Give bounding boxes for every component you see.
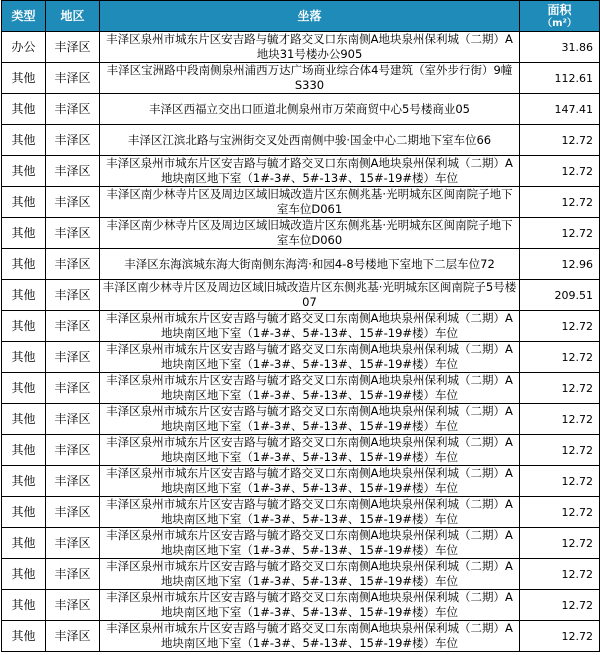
cell-area: 112.61 xyxy=(520,63,600,94)
table-row xyxy=(2,342,600,373)
cell-location: 丰泽区泉州市城东片区安吉路与毓才路交叉口东南侧A地块泉州保利城（二期）A地块南区地下室（1#-3#、5#-13#、15#-19#楼）车位 xyxy=(100,559,520,590)
cell-type: 其他 xyxy=(2,125,46,156)
cell-location: 丰泽区泉州市城东片区安吉路与毓才路交叉口东南侧A地块泉州保利城（二期）A地块31号楼办公905 xyxy=(100,32,520,63)
cell-district: 丰泽区 xyxy=(46,311,100,342)
cell-type: 其他 xyxy=(2,187,46,218)
cell-location: 丰泽区南少林寺片区及周边区域旧城改造片区东侧兆基·光明城东区闽南院子地下室车位D060 xyxy=(100,218,520,249)
cell-area: 12.72 xyxy=(520,466,600,497)
cell-location: 丰泽区南少林寺片区及周边区域旧城改造片区东侧兆基·光明城东区闽南院子5号楼07 xyxy=(100,280,520,311)
cell-location: 丰泽区泉州市城东片区安吉路与毓才路交叉口东南侧A地块泉州保利城（二期）A地块南区地下室（1#-3#、5#-13#、15#-19#楼）车位 xyxy=(100,621,520,652)
cell-area: 12.72 xyxy=(520,156,600,187)
cell-type: 其他 xyxy=(2,559,46,590)
table-row xyxy=(2,497,600,528)
cell-area: 12.72 xyxy=(520,559,600,590)
cell-area: 31.86 xyxy=(520,32,600,63)
table-row xyxy=(2,218,600,249)
table-row xyxy=(2,466,600,497)
table-row xyxy=(2,559,600,590)
cell-district: 丰泽区 xyxy=(46,125,100,156)
table-body xyxy=(2,32,600,652)
cell-type: 其他 xyxy=(2,311,46,342)
cell-type: 其他 xyxy=(2,435,46,466)
table-row xyxy=(2,404,600,435)
cell-district: 丰泽区 xyxy=(46,156,100,187)
table-row xyxy=(2,621,600,652)
table-row xyxy=(2,125,600,156)
cell-area: 12.72 xyxy=(520,342,600,373)
cell-district: 丰泽区 xyxy=(46,249,100,280)
cell-type: 其他 xyxy=(2,621,46,652)
cell-area: 12.72 xyxy=(520,373,600,404)
header-area-label: 面积 xyxy=(547,3,572,17)
cell-type: 其他 xyxy=(2,218,46,249)
header-area xyxy=(520,1,600,32)
cell-district: 丰泽区 xyxy=(46,342,100,373)
cell-location: 丰泽区泉州市城东片区安吉路与毓才路交叉口东南侧A地块泉州保利城（二期）A地块南区地下室（1#-3#、5#-13#、15#-19#楼）车位 xyxy=(100,404,520,435)
cell-type: 其他 xyxy=(2,156,46,187)
table-row xyxy=(2,249,600,280)
cell-type: 其他 xyxy=(2,466,46,497)
cell-type: 其他 xyxy=(2,497,46,528)
cell-type: 其他 xyxy=(2,249,46,280)
cell-area: 12.72 xyxy=(520,528,600,559)
header-district: 地区 xyxy=(46,1,100,32)
cell-area: 12.72 xyxy=(520,125,600,156)
cell-location: 丰泽区泉州市城东片区安吉路与毓才路交叉口东南侧A地块泉州保利城（二期）A地块南区地下室（1#-3#、5#-13#、15#-19#楼）车位 xyxy=(100,156,520,187)
header-type: 类型 xyxy=(2,1,46,32)
cell-district: 丰泽区 xyxy=(46,32,100,63)
header-area-unit: （m²） xyxy=(542,18,577,29)
cell-district: 丰泽区 xyxy=(46,373,100,404)
cell-district: 丰泽区 xyxy=(46,497,100,528)
cell-district: 丰泽区 xyxy=(46,404,100,435)
cell-type: 其他 xyxy=(2,528,46,559)
cell-location: 丰泽区泉州市城东片区安吉路与毓才路交叉口东南侧A地块泉州保利城（二期）A地块南区地下室（1#-3#、5#-13#、15#-19#楼）车位 xyxy=(100,311,520,342)
table-row xyxy=(2,311,600,342)
table-row xyxy=(2,63,600,94)
cell-location: 丰泽区泉州市城东片区安吉路与毓才路交叉口东南侧A地块泉州保利城（二期）A地块南区地下室（1#-3#、5#-13#、15#-19#楼）车位 xyxy=(100,435,520,466)
cell-district: 丰泽区 xyxy=(46,621,100,652)
table-row xyxy=(2,280,600,311)
cell-area: 12.72 xyxy=(520,590,600,621)
cell-district: 丰泽区 xyxy=(46,187,100,218)
table-row xyxy=(2,187,600,218)
cell-district: 丰泽区 xyxy=(46,435,100,466)
cell-area: 12.72 xyxy=(520,621,600,652)
cell-type: 其他 xyxy=(2,94,46,125)
cell-type: 其他 xyxy=(2,63,46,94)
cell-location: 丰泽区泉州市城东片区安吉路与毓才路交叉口东南侧A地块泉州保利城（二期）A地块南区地下室（1#-3#、5#-13#、15#-19#楼）车位 xyxy=(100,497,520,528)
cell-type: 其他 xyxy=(2,342,46,373)
cell-type: 其他 xyxy=(2,404,46,435)
cell-type: 其他 xyxy=(2,590,46,621)
cell-location: 丰泽区东海滨城东海大街南侧东海湾·和园4-8号楼地下室地下二层车位72 xyxy=(100,249,520,280)
cell-district: 丰泽区 xyxy=(46,590,100,621)
cell-area: 12.96 xyxy=(520,249,600,280)
table-header xyxy=(2,1,600,32)
cell-district: 丰泽区 xyxy=(46,63,100,94)
cell-area: 12.72 xyxy=(520,218,600,249)
cell-area: 12.72 xyxy=(520,404,600,435)
cell-area: 209.51 xyxy=(520,280,600,311)
header-location: 坐落 xyxy=(100,1,520,32)
cell-location: 丰泽区泉州市城东片区安吉路与毓才路交叉口东南侧A地块泉州保利城（二期）A地块南区地下室（1#-3#、5#-13#、15#-19#楼）车位 xyxy=(100,528,520,559)
cell-area: 12.72 xyxy=(520,311,600,342)
cell-location: 丰泽区南少林寺片区及周边区域旧城改造片区东侧兆基·光明城东区闽南院子地下室车位D061 xyxy=(100,187,520,218)
table-row xyxy=(2,373,600,404)
cell-location: 丰泽区泉州市城东片区安吉路与毓才路交叉口东南侧A地块泉州保利城（二期）A地块南区地下室（1#-3#、5#-13#、15#-19#楼）车位 xyxy=(100,466,520,497)
table-row xyxy=(2,528,600,559)
table-row xyxy=(2,590,600,621)
cell-area: 12.72 xyxy=(520,497,600,528)
cell-location: 丰泽区泉州市城东片区安吉路与毓才路交叉口东南侧A地块泉州保利城（二期）A地块南区地下室（1#-3#、5#-13#、15#-19#楼）车位 xyxy=(100,373,520,404)
table-row xyxy=(2,32,600,63)
table-row xyxy=(2,435,600,466)
cell-type: 其他 xyxy=(2,373,46,404)
cell-district: 丰泽区 xyxy=(46,528,100,559)
cell-area: 12.72 xyxy=(520,187,600,218)
cell-district: 丰泽区 xyxy=(46,94,100,125)
table-row xyxy=(2,94,600,125)
header-row xyxy=(2,1,600,32)
property-table xyxy=(1,0,600,652)
cell-district: 丰泽区 xyxy=(46,466,100,497)
cell-district: 丰泽区 xyxy=(46,280,100,311)
table-row xyxy=(2,156,600,187)
cell-location: 丰泽区泉州市城东片区安吉路与毓才路交叉口东南侧A地块泉州保利城（二期）A地块南区地下室（1#-3#、5#-13#、15#-19#楼）车位 xyxy=(100,342,520,373)
cell-area: 12.72 xyxy=(520,435,600,466)
cell-district: 丰泽区 xyxy=(46,218,100,249)
cell-location: 丰泽区宝洲路中段南侧泉州浦西万达广场商业综合体4号建筑（室外步行街）9幢S330 xyxy=(100,63,520,94)
cell-district: 丰泽区 xyxy=(46,559,100,590)
cell-location: 丰泽区泉州市城东片区安吉路与毓才路交叉口东南侧A地块泉州保利城（二期）A地块南区地下室（1#-3#、5#-13#、15#-19#楼）车位 xyxy=(100,590,520,621)
cell-area: 147.41 xyxy=(520,94,600,125)
cell-type: 其他 xyxy=(2,280,46,311)
cell-location: 丰泽区西福立交出口匝道北侧泉州市万荣商贸中心5号楼商业05 xyxy=(100,94,520,125)
cell-type: 办公 xyxy=(2,32,46,63)
cell-location: 丰泽区江滨北路与宝洲街交叉处西南侧中骏·国金中心二期地下室车位66 xyxy=(100,125,520,156)
